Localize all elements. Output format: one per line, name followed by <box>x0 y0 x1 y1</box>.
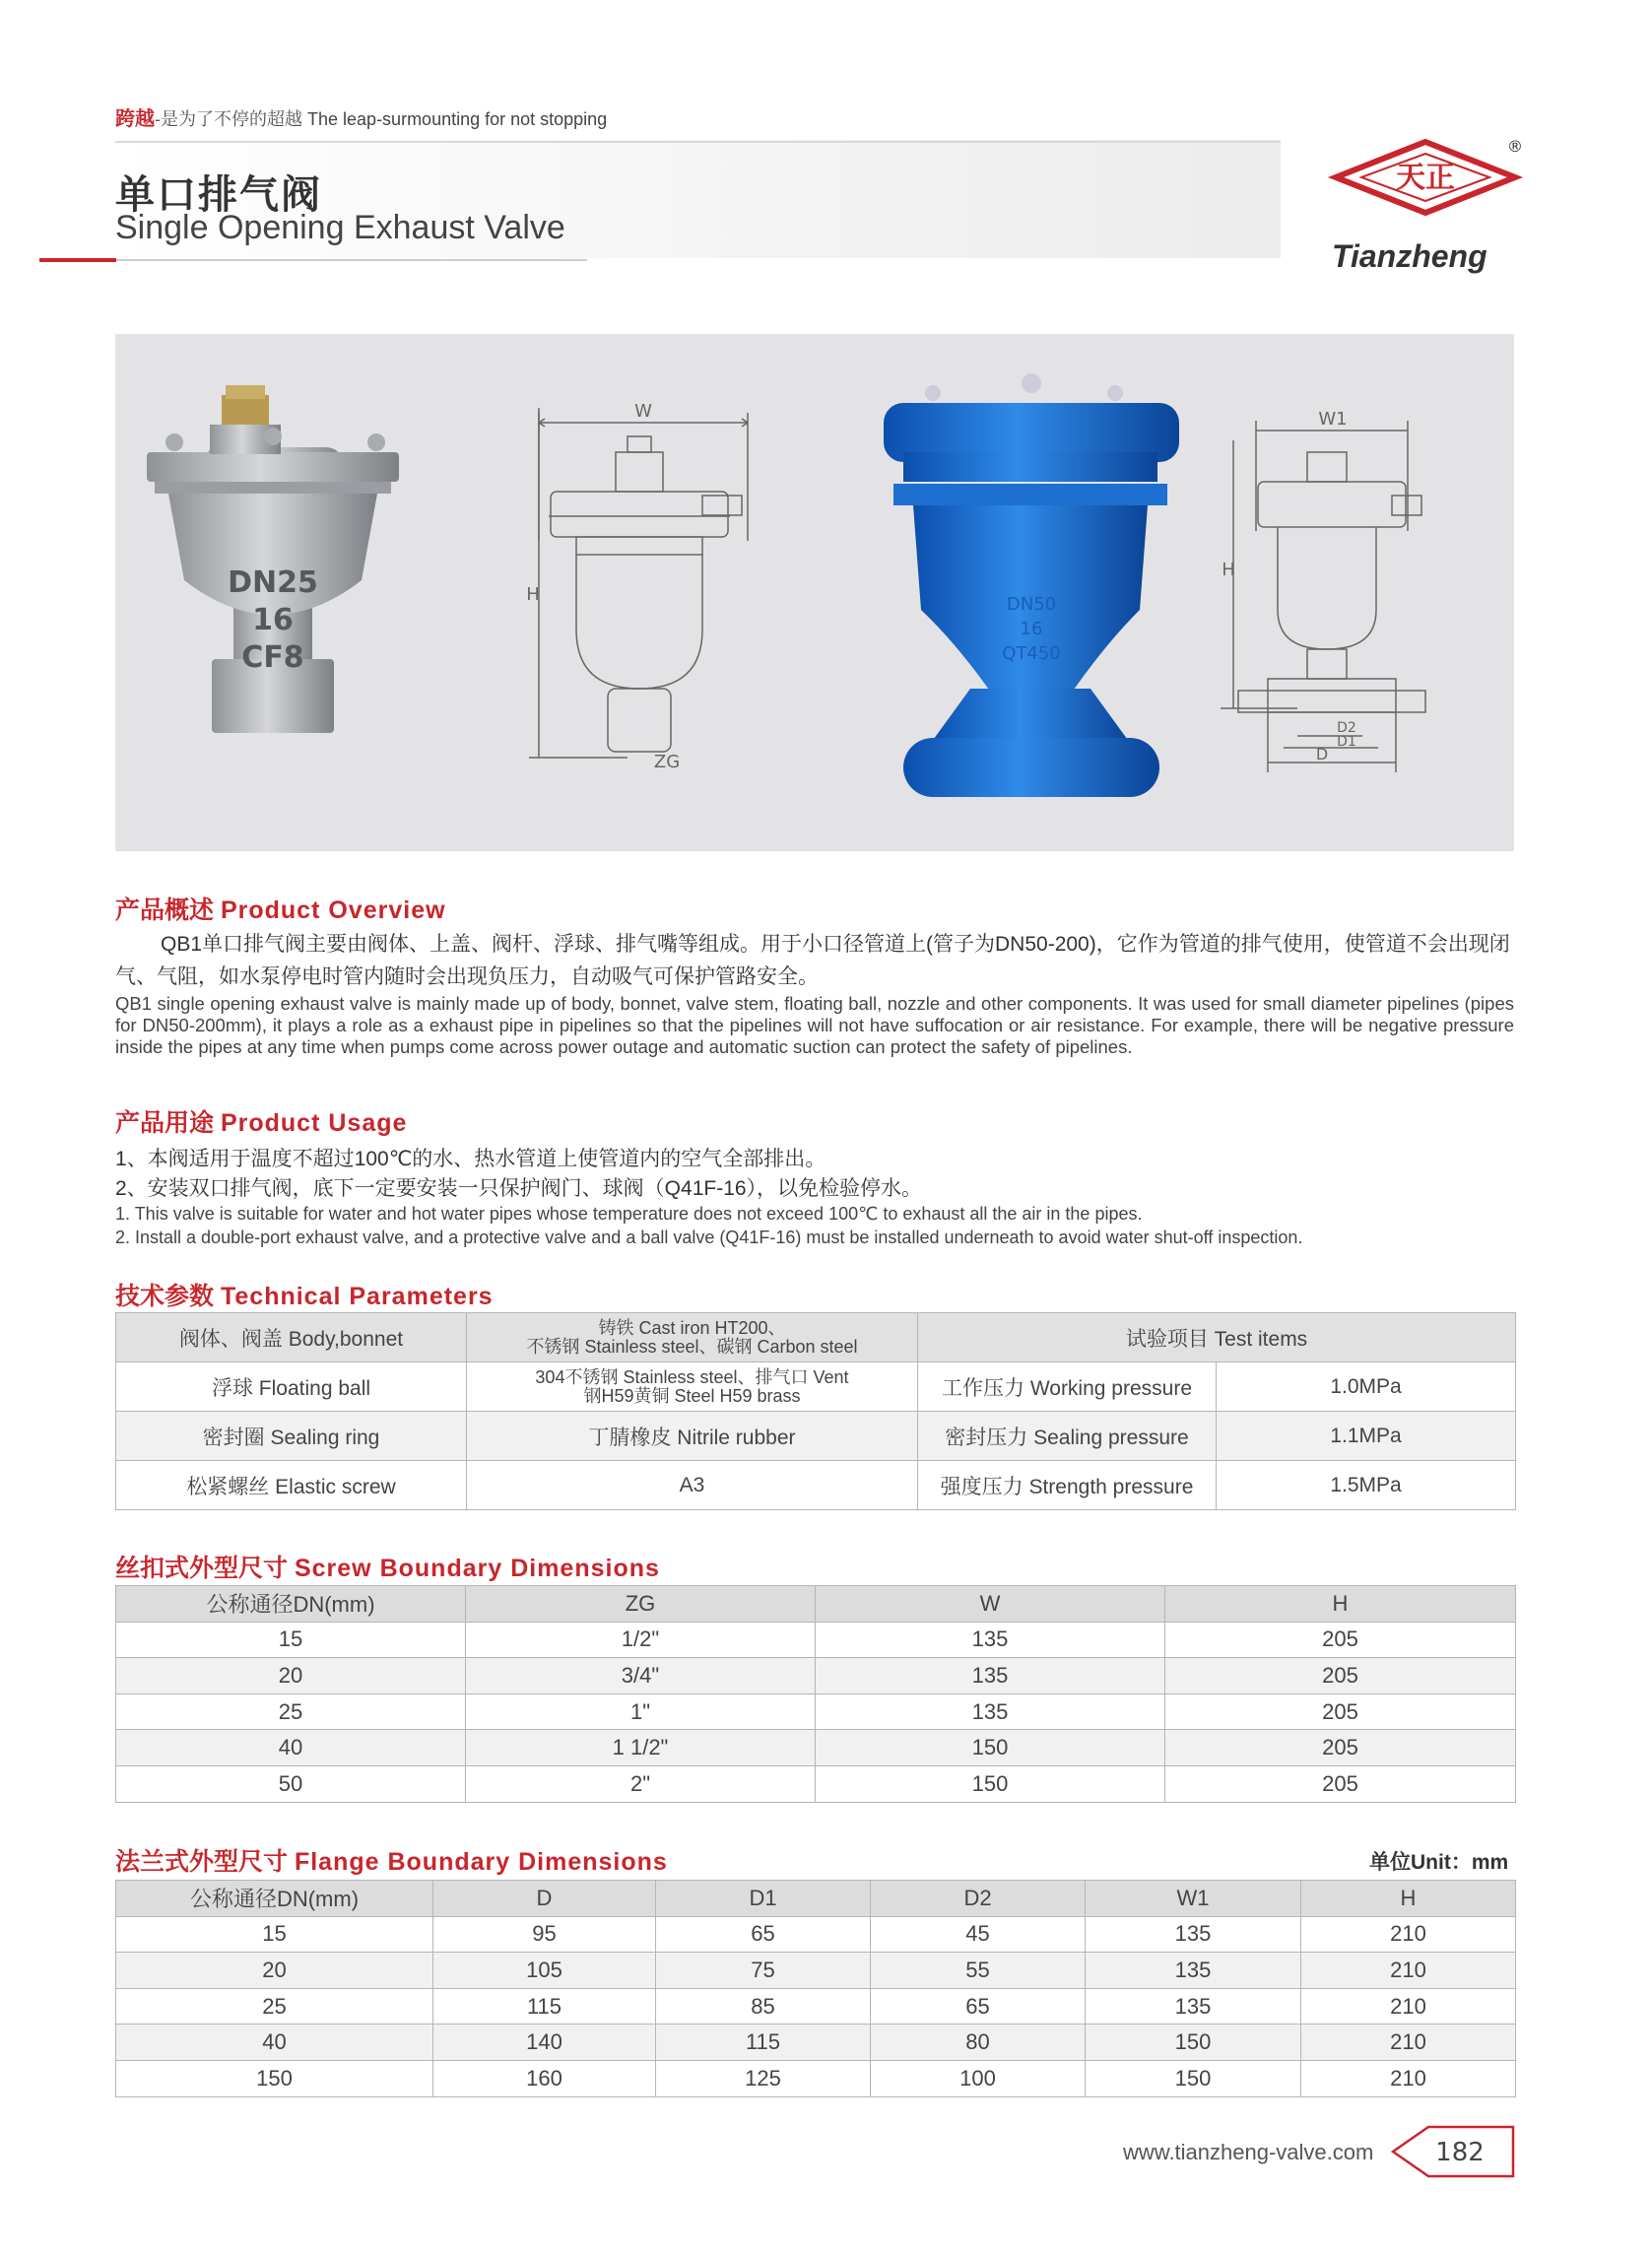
table-cell: 210 <box>1301 1953 1516 1989</box>
tech-cell: 工作压力 Working pressure <box>918 1362 1217 1412</box>
table-cell: 150 <box>1086 2060 1301 2096</box>
tech-cell: 密封圈 Sealing ring <box>116 1412 467 1461</box>
table-cell: 150 <box>816 1765 1165 1802</box>
tagline-bold: 跨越 <box>115 108 155 130</box>
table-cell: 20 <box>116 1658 466 1694</box>
table-cell: 135 <box>816 1658 1165 1694</box>
table-cell: 80 <box>871 2025 1086 2061</box>
usage-heading-en: Product Usage <box>220 1109 408 1137</box>
screw-heading-en: Screw Boundary Dimensions <box>294 1555 660 1582</box>
table-cell: 15 <box>116 1622 466 1658</box>
column-header: H <box>1301 1881 1516 1917</box>
table-row <box>116 1313 1516 1362</box>
tech-cell-line: 不锈钢 Stainless steel、碳钢 Carbon steel <box>526 1336 858 1357</box>
title-underline <box>116 259 587 261</box>
table-cell: 205 <box>1165 1658 1516 1694</box>
table-row <box>116 1622 1516 1658</box>
usage-item-en-1: 1. This valve is suitable for water and hot water pipes whose temperature does not exceed 100℃ to exhaust all the air in the pipes. <box>115 1204 1143 1224</box>
table-header-row <box>116 1881 1516 1917</box>
table-cell: 40 <box>116 1730 466 1766</box>
table-row <box>116 1693 1516 1730</box>
flange-heading-cn: 法兰式外型尺寸 <box>115 1848 289 1876</box>
tagline <box>115 102 607 131</box>
table-cell: 150 <box>1086 2025 1301 2061</box>
screw-heading-cn: 丝扣式外型尺寸 <box>115 1555 289 1582</box>
table-cell: 210 <box>1301 2025 1516 2061</box>
table-cell: 135 <box>1086 1916 1301 1953</box>
table-cell: 55 <box>871 1953 1086 1989</box>
overview-text-cn: QB1单口排气阀主要由阀体、上盖、阀杆、浮球、排气嘴等组成。用于小口径管道上(管子为DN50-200)，它作为管道的排气使用，使管道不会出现闭气、气阻，如水泵停电时管内随时会出现负压力，自动吸气可保护管路安全。 <box>115 933 1510 988</box>
table-cell: 150 <box>816 1730 1165 1766</box>
table-cell: 105 <box>433 1953 656 1989</box>
tech-cell: 阀体、阀盖 Body,bonnet <box>116 1313 467 1362</box>
dim-label-d1: D1 <box>1337 734 1356 750</box>
overview-heading-en: Product Overview <box>220 896 446 924</box>
usage-item-cn-1: 1、本阀适用于温度不超过100℃的水、热水管道上使管道内的空气全部排出。 <box>115 1148 826 1170</box>
dim-label-h: H <box>526 584 540 605</box>
column-header: W <box>816 1586 1165 1623</box>
table-cell: 65 <box>656 1916 871 1953</box>
table-cell: 50 <box>116 1765 466 1802</box>
table-cell: 150 <box>116 2060 433 2096</box>
overview-text-en: QB1 single opening exhaust valve is mainly made up of body, bonnet, valve stem, floating ball, nozzle and other components. It was used for small diameter pipelines (pipes for DN50-200mm), it plays a role as a exhaust pipe in pipelines so that the pipelines will not have suffocation or air resistance. For example, there will be negative pressure inside the pipes at any time when pumps come across power outage and automatic suction can protect the safety of pipelines. <box>115 993 1514 1057</box>
column-header: H <box>1165 1586 1516 1623</box>
flange-valve-drawing <box>1221 409 1425 772</box>
dim-label-zg: ZG <box>653 752 681 772</box>
flanged-marking-1: DN50 <box>1006 594 1057 615</box>
table-cell: 20 <box>116 1953 433 1989</box>
tech-cell: 浮球 Floating ball <box>116 1362 467 1412</box>
tech-cell: 密封压力 Sealing pressure <box>918 1412 1217 1461</box>
table-cell: 115 <box>656 2025 871 2061</box>
tech-cell-line: 钢H59黄铜 Steel H59 brass <box>583 1385 801 1406</box>
dim-label-w1: W1 <box>1318 409 1348 430</box>
overview-heading-cn: 产品概述 <box>115 896 215 924</box>
column-header: 公称通径DN(mm) <box>116 1586 466 1623</box>
tech-cell: 松紧螺丝 Elastic screw <box>116 1461 467 1510</box>
page-number: 182 <box>1435 2138 1485 2167</box>
tech-params-table <box>115 1312 1516 1510</box>
tech-cell-line: 304不锈钢 Stainless steel、排气口 Vent <box>535 1366 849 1387</box>
table-cell: 40 <box>116 2025 433 2061</box>
table-cell: 140 <box>433 2025 656 2061</box>
column-header: D2 <box>871 1881 1086 1917</box>
table-cell: 205 <box>1165 1622 1516 1658</box>
table-cell: 135 <box>1086 1988 1301 2025</box>
tech-heading-en: Technical Parameters <box>220 1283 494 1310</box>
tech-cell: 丁腈橡皮 Nitrile rubber <box>467 1412 918 1461</box>
logo-brand-en: Tianzheng <box>1332 238 1487 274</box>
header-divider <box>115 141 1281 143</box>
stainless-marking-2: 16 <box>252 603 294 637</box>
table-cell: 135 <box>816 1693 1165 1730</box>
table-cell: 160 <box>433 2060 656 2096</box>
stainless-marking-1: DN25 <box>228 565 318 600</box>
table-row <box>116 2060 1516 2096</box>
table-row <box>116 1412 1516 1461</box>
flange-heading-en: Flange Boundary Dimensions <box>294 1848 668 1876</box>
tech-heading-cn: 技术参数 <box>115 1283 215 1310</box>
flanged-marking-2: 16 <box>1020 619 1043 639</box>
usage-item-cn-2: 2、安装双口排气阀，底下一定要安装一只保护阀门、球阀（Q41F-16），以免检验停水。 <box>115 1177 923 1200</box>
overview-heading <box>115 891 446 926</box>
table-row <box>116 1953 1516 1989</box>
table-cell: 75 <box>656 1953 871 1989</box>
tech-cell-line: 铸铁 Cast iron HT200、 <box>598 1317 786 1338</box>
flanged-valve-image <box>884 373 1179 797</box>
table-cell: 205 <box>1165 1693 1516 1730</box>
table-cell: 100 <box>871 2060 1086 2096</box>
column-header: D1 <box>656 1881 871 1917</box>
table-cell: 210 <box>1301 1916 1516 1953</box>
flange-dimensions-table <box>115 1880 1516 2097</box>
tech-heading <box>115 1277 494 1312</box>
table-row <box>116 1916 1516 1953</box>
table-cell: 65 <box>871 1988 1086 2025</box>
tech-cell: 1.1MPa <box>1217 1412 1516 1461</box>
unit-label: 单位Unit：mm <box>1369 1851 1509 1874</box>
table-cell: 135 <box>1086 1953 1301 1989</box>
website-url: www.tianzheng-valve.com <box>1123 2140 1374 2164</box>
tech-cell <box>467 1313 918 1362</box>
table-row <box>116 1988 1516 2025</box>
table-row <box>116 1362 1516 1412</box>
usage-item-en-2: 2. Install a double-port exhaust valve, and a protective valve and a ball valve (Q41F-16) must be installed underneath to avoid water shut-off inspection. <box>115 1228 1303 1247</box>
table-cell: 45 <box>871 1916 1086 1953</box>
screw-valve-drawing <box>526 401 748 772</box>
table-cell: 3/4" <box>466 1658 816 1694</box>
table-cell: 25 <box>116 1693 466 1730</box>
table-cell: 1/2" <box>466 1622 816 1658</box>
tech-cell: 1.5MPa <box>1217 1461 1516 1510</box>
column-header: 公称通径DN(mm) <box>116 1881 433 1917</box>
column-header: D <box>433 1881 656 1917</box>
table-cell: 205 <box>1165 1730 1516 1766</box>
tech-cell: 试验项目 Test items <box>918 1313 1516 1362</box>
screw-dimensions-table <box>115 1585 1516 1803</box>
table-cell: 85 <box>656 1988 871 2025</box>
tech-cell: 1.0MPa <box>1217 1362 1516 1412</box>
table-cell: 210 <box>1301 2060 1516 2096</box>
usage-heading-cn: 产品用途 <box>115 1109 215 1137</box>
table-header-row <box>116 1586 1516 1623</box>
brand-logo <box>1332 137 1523 217</box>
product-illustration <box>115 334 1514 851</box>
table-row <box>116 1730 1516 1766</box>
table-cell: 1 1/2" <box>466 1730 816 1766</box>
table-cell: 205 <box>1165 1765 1516 1802</box>
flanged-marking-3: QT450 <box>1002 643 1061 664</box>
table-cell: 210 <box>1301 1988 1516 2025</box>
screw-heading <box>115 1549 660 1584</box>
usage-heading <box>115 1103 407 1139</box>
dim-label-d: D <box>1315 745 1329 763</box>
tagline-cn: -是为了不停的超越 <box>155 109 302 129</box>
column-header: ZG <box>466 1586 816 1623</box>
dim-label-d2: D2 <box>1337 720 1356 736</box>
table-cell: 125 <box>656 2060 871 2096</box>
dim-label-w: W <box>634 401 652 422</box>
tech-cell: A3 <box>467 1461 918 1510</box>
table-row <box>116 2025 1516 2061</box>
table-row <box>116 1461 1516 1510</box>
table-cell: 115 <box>433 1988 656 2025</box>
dim-label-h2: H <box>1222 560 1235 580</box>
column-header: W1 <box>1086 1881 1301 1917</box>
tagline-en: The leap-surmounting for not stopping <box>307 109 608 129</box>
flange-heading <box>115 1842 668 1878</box>
table-row <box>116 1765 1516 1802</box>
stainless-marking-3: CF8 <box>241 640 304 675</box>
table-cell: 95 <box>433 1916 656 1953</box>
table-cell: 25 <box>116 1988 433 2025</box>
title-accent-bar <box>39 258 116 262</box>
stainless-valve-image <box>147 385 399 733</box>
page-number-badge <box>1389 2124 1517 2179</box>
table-cell: 135 <box>816 1622 1165 1658</box>
table-row <box>116 1658 1516 1694</box>
logo-cn-text: 天正 <box>1396 161 1455 195</box>
tech-cell <box>467 1362 918 1412</box>
product-photo-panel <box>115 334 1514 851</box>
tech-cell: 强度压力 Strength pressure <box>918 1461 1217 1510</box>
page-title-cn: 单口排气阀 <box>115 173 322 217</box>
table-cell: 1" <box>466 1693 816 1730</box>
table-cell: 2" <box>466 1765 816 1802</box>
page-title-en: Single Opening Exhaust Valve <box>115 209 565 246</box>
table-cell: 15 <box>116 1916 433 1953</box>
registered-mark: ® <box>1507 137 1523 156</box>
